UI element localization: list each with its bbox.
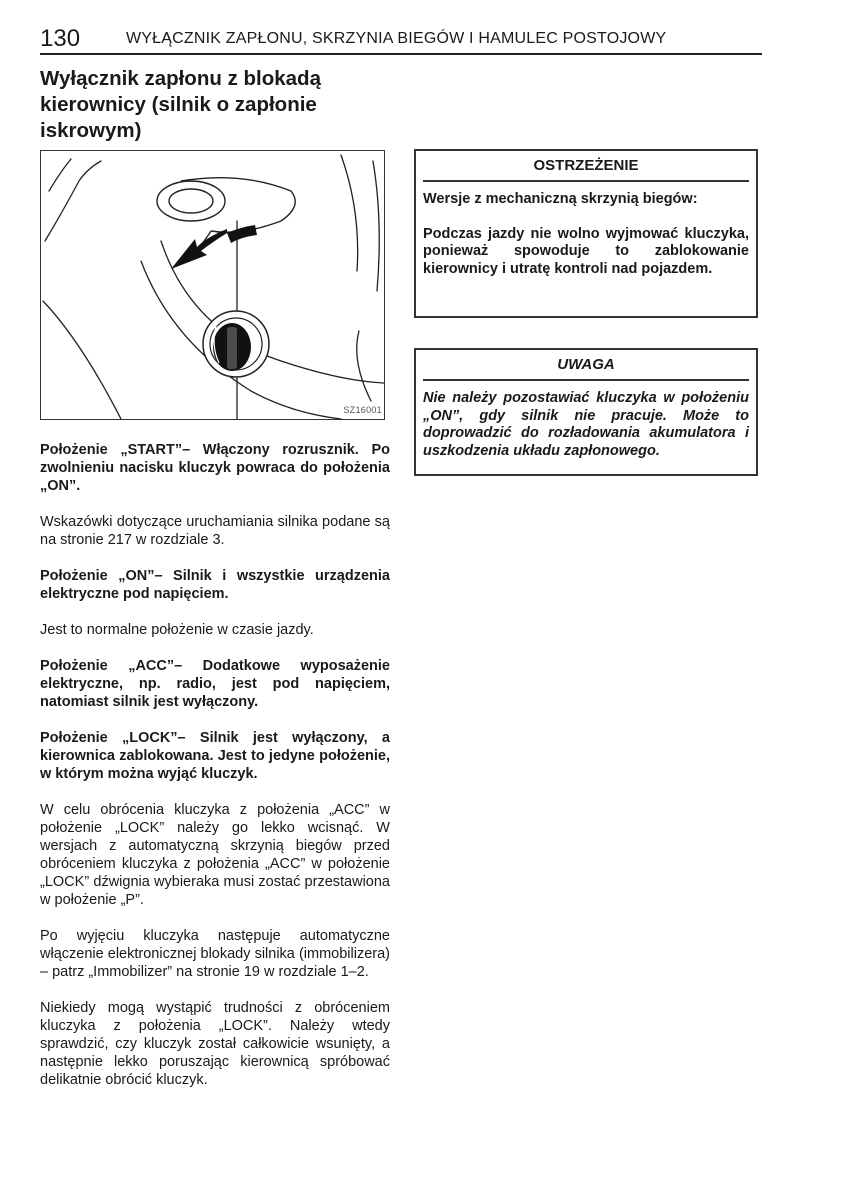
paragraph-acc-position: Położenie „ACC”– Dodatkowe wyposażenie elektryczne, np. radio, jest pod napięciem, natomiast silnik jest wyłączony. <box>40 658 390 710</box>
main-text <box>40 441 390 1107</box>
caution-title: UWAGA <box>423 350 749 381</box>
paragraph-key-difficulty: Niekiedy mogą wystąpić trudności z obróceniem kluczyka z położenia „LOCK”. Należy wtedy sprawdzić, czy kluczyk został całkowicie wsunięty, a następnie lekko poruszając kierownicą spróbować delikatnie obrócić kluczyk. <box>40 1000 390 1088</box>
ignition-switch-drawing <box>41 151 384 419</box>
warning-text: Podczas jazdy nie wolno wyjmować kluczyka, ponieważ spowoduje to zablokowanie kierownicy i utratę kontroli nad pojazdem. <box>423 225 749 277</box>
figure-code: SZ16001 <box>343 405 382 415</box>
page-number: 130 <box>40 25 81 52</box>
warning-box <box>414 149 758 318</box>
paragraph-immobilizer: Po wyjęciu kluczyka następuje automatyczne włączenie elektronicznej blokady silnika (immobilizera) – patrz „Immobilizer” na stronie 19 w rozdziale 1–2. <box>40 928 390 980</box>
paragraph-lock-position: Położenie „LOCK”– Silnik jest wyłączony, a kierownica zablokowana. Jest to jedyne położenie, w którym można wyjąć kluczyk. <box>40 730 390 782</box>
page-header <box>40 27 762 55</box>
paragraph-start-position: Położenie „START”– Włączony rozrusznik. Po zwolnieniu nacisku kluczyk powraca do położenia „ON”. <box>40 442 390 494</box>
paragraph-normal-driving: Jest to normalne położenie w czasie jazdy. <box>40 622 314 638</box>
caution-box <box>414 348 758 476</box>
paragraph-start-hints: Wskazówki dotyczące uruchamiania silnika podane są na stronie 217 w rozdziale 3. <box>40 514 390 548</box>
running-title: WYŁĄCZNIK ZAPŁONU, SKRZYNIA BIEGÓW I HAMULEC POSTOJOWY <box>126 30 667 47</box>
paragraph-on-position: Położenie „ON”– Silnik i wszystkie urządzenia elektryczne pod napięciem. <box>40 568 390 602</box>
section-title: Wyłącznik zapłonu z blokadą kierownicy (silnik o zapłonie iskrowym) <box>40 67 321 142</box>
ignition-switch-illustration <box>40 150 385 420</box>
paragraph-acc-to-lock: W celu obrócenia kluczyka z położenia „ACC” w położenie „LOCK” należy go lekko wcisnąć. W wersjach z automatyczną skrzynią biegów przed obróceniem kluczyka z położenia „ACC” w położenie „LOCK” dźwignia wybieraka musi zostać przestawiona w położenie „P”. <box>40 802 390 908</box>
caution-text: Nie należy pozostawiać kluczyka w położeniu „ON”, gdy silnik nie pracuje. Może to doprowadzić do rozładowania akumulatora i uszkodzenia układu zapłonowego. <box>423 390 749 459</box>
warning-title: OSTRZEŻENIE <box>423 151 749 182</box>
warning-subtitle: Wersje z mechaniczną skrzynią biegów: <box>423 191 698 207</box>
